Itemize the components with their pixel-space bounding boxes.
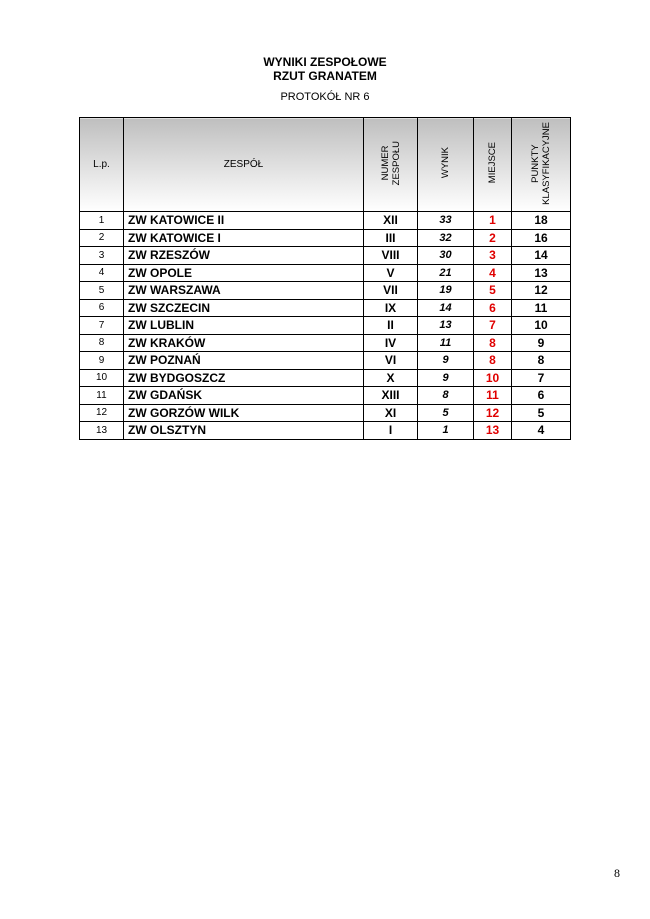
cell-lp: 1 <box>80 212 124 230</box>
cell-team-number: XI <box>364 404 418 422</box>
cell-lp: 7 <box>80 317 124 335</box>
cell-team-number: X <box>364 369 418 387</box>
cell-result: 33 <box>418 212 474 230</box>
cell-team-number: I <box>364 422 418 440</box>
cell-team-number: IX <box>364 299 418 317</box>
cell-lp: 6 <box>80 299 124 317</box>
cell-lp: 10 <box>80 369 124 387</box>
cell-place: 8 <box>474 352 512 370</box>
cell-lp: 3 <box>80 247 124 265</box>
cell-team-number: XII <box>364 212 418 230</box>
column-header-team: ZESPÓŁ <box>124 118 364 212</box>
column-header-result-label: WYNIK <box>440 147 451 179</box>
column-header-team-number <box>364 118 418 212</box>
column-header-team-number-label: NUMER ZESPOŁU <box>379 140 402 186</box>
table-header-row <box>80 118 571 212</box>
cell-team: ZW LUBLIN <box>124 317 364 335</box>
cell-result: 8 <box>418 387 474 405</box>
cell-points: 13 <box>512 264 571 282</box>
cell-result: 11 <box>418 334 474 352</box>
column-header-result <box>418 118 474 212</box>
cell-team: ZW OLSZTYN <box>124 422 364 440</box>
results-table <box>79 117 571 440</box>
table-row <box>80 334 571 352</box>
cell-lp: 8 <box>80 334 124 352</box>
cell-points: 6 <box>512 387 571 405</box>
cell-place: 2 <box>474 229 512 247</box>
cell-place: 8 <box>474 334 512 352</box>
cell-team: ZW POZNAŃ <box>124 352 364 370</box>
table-row <box>80 264 571 282</box>
document-event-title: RZUT GRANATEM <box>273 69 377 83</box>
cell-place: 13 <box>474 422 512 440</box>
cell-team-number: II <box>364 317 418 335</box>
cell-team: ZW GDAŃSK <box>124 387 364 405</box>
cell-result: 30 <box>418 247 474 265</box>
cell-team: ZW KRAKÓW <box>124 334 364 352</box>
column-header-place <box>474 118 512 212</box>
table-row <box>80 282 571 300</box>
cell-place: 11 <box>474 387 512 405</box>
cell-team-number: VII <box>364 282 418 300</box>
cell-place: 6 <box>474 299 512 317</box>
cell-team: ZW SZCZECIN <box>124 299 364 317</box>
column-header-place-label: MIEJSCE <box>487 142 498 184</box>
cell-points: 11 <box>512 299 571 317</box>
table-row <box>80 229 571 247</box>
cell-team-number: XIII <box>364 387 418 405</box>
table-row <box>80 387 571 405</box>
cell-place: 4 <box>474 264 512 282</box>
cell-lp: 5 <box>80 282 124 300</box>
cell-result: 19 <box>418 282 474 300</box>
cell-points: 9 <box>512 334 571 352</box>
cell-points: 4 <box>512 422 571 440</box>
cell-team-number: V <box>364 264 418 282</box>
cell-team-number: III <box>364 229 418 247</box>
cell-lp: 2 <box>80 229 124 247</box>
cell-points: 18 <box>512 212 571 230</box>
cell-result: 14 <box>418 299 474 317</box>
cell-team-number: VI <box>364 352 418 370</box>
cell-result: 5 <box>418 404 474 422</box>
cell-team: ZW KATOWICE II <box>124 212 364 230</box>
cell-place: 10 <box>474 369 512 387</box>
cell-points: 7 <box>512 369 571 387</box>
page-number: 8 <box>614 866 620 880</box>
table-row <box>80 369 571 387</box>
cell-points: 8 <box>512 352 571 370</box>
cell-points: 12 <box>512 282 571 300</box>
protocol-number: PROTOKÓŁ NR 6 <box>280 91 370 103</box>
cell-place: 1 <box>474 212 512 230</box>
cell-result: 13 <box>418 317 474 335</box>
cell-points: 5 <box>512 404 571 422</box>
table-row <box>80 247 571 265</box>
table-row <box>80 422 571 440</box>
cell-lp: 9 <box>80 352 124 370</box>
cell-place: 5 <box>474 282 512 300</box>
cell-result: 21 <box>418 264 474 282</box>
cell-team: ZW RZESZÓW <box>124 247 364 265</box>
cell-points: 14 <box>512 247 571 265</box>
cell-team-number: VIII <box>364 247 418 265</box>
cell-team-number: IV <box>364 334 418 352</box>
cell-result: 9 <box>418 352 474 370</box>
table-row <box>80 299 571 317</box>
cell-place: 12 <box>474 404 512 422</box>
column-header-points-label: PUNKTY KLASYFIKACYJNE <box>530 121 552 205</box>
cell-place: 7 <box>474 317 512 335</box>
cell-lp: 12 <box>80 404 124 422</box>
table-row <box>80 404 571 422</box>
cell-lp: 13 <box>80 422 124 440</box>
cell-lp: 11 <box>80 387 124 405</box>
cell-points: 16 <box>512 229 571 247</box>
column-header-points <box>512 118 571 212</box>
table-body <box>80 212 571 440</box>
table-row <box>80 212 571 230</box>
table-row <box>80 352 571 370</box>
cell-team: ZW OPOLE <box>124 264 364 282</box>
cell-team: ZW WARSZAWA <box>124 282 364 300</box>
cell-lp: 4 <box>80 264 124 282</box>
document-title: WYNIKI ZESPOŁOWE <box>263 55 387 69</box>
cell-team: ZW GORZÓW WILK <box>124 404 364 422</box>
cell-result: 32 <box>418 229 474 247</box>
cell-team: ZW BYDGOSZCZ <box>124 369 364 387</box>
cell-place: 3 <box>474 247 512 265</box>
cell-result: 1 <box>418 422 474 440</box>
table-row <box>80 317 571 335</box>
cell-team: ZW KATOWICE I <box>124 229 364 247</box>
column-header-lp: L.p. <box>80 118 124 212</box>
cell-result: 9 <box>418 369 474 387</box>
cell-points: 10 <box>512 317 571 335</box>
